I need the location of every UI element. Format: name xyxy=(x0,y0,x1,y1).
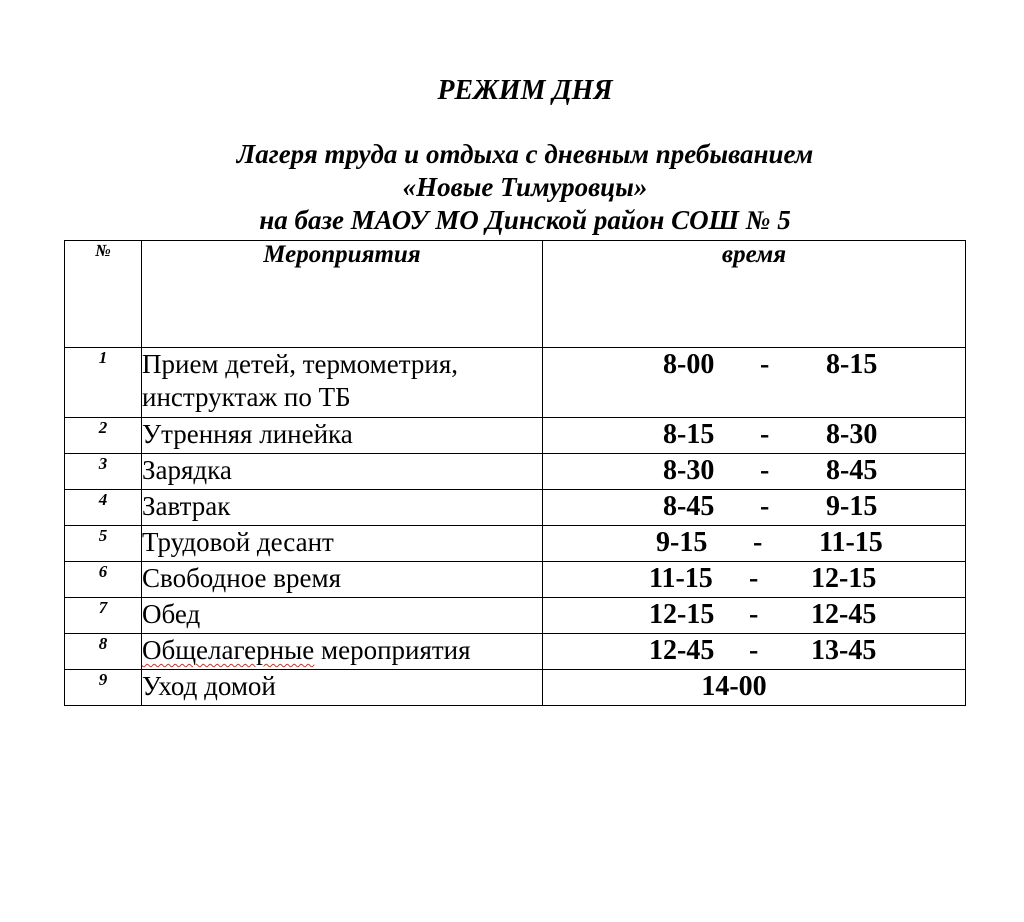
time-end: 9-15 xyxy=(826,491,878,522)
time-start: 8-45 xyxy=(663,491,715,522)
time-end: 12-45 xyxy=(811,599,877,630)
time-end: 13-45 xyxy=(811,635,877,666)
header-number: № xyxy=(65,241,142,348)
time-separator: - xyxy=(760,491,770,522)
row-number: 9 xyxy=(65,670,142,706)
row-time xyxy=(543,418,966,454)
time-separator: - xyxy=(753,527,763,558)
document-subtitle xyxy=(0,138,1024,237)
row-event-rest: мероприятия xyxy=(314,635,471,665)
row-event: Зарядка xyxy=(142,454,543,490)
table-row xyxy=(65,598,966,634)
time-end: 12-15 xyxy=(811,563,877,594)
row-number: 7 xyxy=(65,598,142,634)
row-number: 6 xyxy=(65,562,142,598)
page-title: РЕЖИМ ДНЯ xyxy=(437,75,613,106)
time-single: 14-00 xyxy=(701,671,767,702)
time-start: 11-15 xyxy=(649,563,713,594)
row-event: Свободное время xyxy=(142,562,543,598)
row-event: Прием детей, термометрия, инструктаж по ТБ xyxy=(142,348,543,418)
time-separator: - xyxy=(749,563,759,594)
table-row xyxy=(65,634,966,670)
row-time xyxy=(543,634,966,670)
table-row xyxy=(65,490,966,526)
header-event: Мероприятия xyxy=(142,241,543,348)
row-time xyxy=(543,562,966,598)
table-row xyxy=(65,418,966,454)
time-start: 12-15 xyxy=(649,599,715,630)
row-number: 2 xyxy=(65,418,142,454)
time-separator: - xyxy=(760,349,770,380)
subtitle-line-3: на базе МАОУ МО Динской район СОШ № 5 xyxy=(259,205,791,235)
row-number: 3 xyxy=(65,454,142,490)
time-end: 8-45 xyxy=(826,455,878,486)
row-time xyxy=(543,454,966,490)
time-separator: - xyxy=(749,599,759,630)
schedule-table xyxy=(64,240,966,706)
spellcheck-underlined-word: Общелагерные xyxy=(142,635,315,665)
time-start: 9-15 xyxy=(656,527,708,558)
table-row xyxy=(65,526,966,562)
time-start: 8-15 xyxy=(663,419,715,450)
time-separator: - xyxy=(760,455,770,486)
row-event: Уход домой xyxy=(142,670,543,706)
table-row xyxy=(65,348,966,418)
header-time: время xyxy=(543,241,966,348)
row-time xyxy=(543,598,966,634)
time-start: 8-30 xyxy=(663,455,715,486)
subtitle-line-2: «Новые Тимуровцы» xyxy=(402,172,648,202)
row-number: 1 xyxy=(65,348,142,418)
table-row xyxy=(65,562,966,598)
table-row xyxy=(65,454,966,490)
row-number: 4 xyxy=(65,490,142,526)
row-event: Завтрак xyxy=(142,490,543,526)
row-event xyxy=(142,634,543,670)
table-row xyxy=(65,670,966,706)
time-separator: - xyxy=(760,419,770,450)
row-time xyxy=(543,348,966,418)
row-time xyxy=(543,670,966,706)
row-number: 8 xyxy=(65,634,142,670)
row-time xyxy=(543,490,966,526)
row-event: Трудовой десант xyxy=(142,526,543,562)
time-end: 11-15 xyxy=(819,527,883,558)
subtitle-line-1: Лагеря труда и отдыха с дневным пребыванием xyxy=(236,139,814,169)
row-number: 5 xyxy=(65,526,142,562)
time-end: 8-15 xyxy=(826,349,878,380)
row-event: Утренняя линейка xyxy=(142,418,543,454)
time-separator: - xyxy=(749,635,759,666)
row-time xyxy=(543,526,966,562)
time-end: 8-30 xyxy=(826,419,878,450)
table-header-row xyxy=(65,241,966,348)
time-start: 12-45 xyxy=(649,635,715,666)
row-event: Обед xyxy=(142,598,543,634)
time-start: 8-00 xyxy=(663,349,715,380)
